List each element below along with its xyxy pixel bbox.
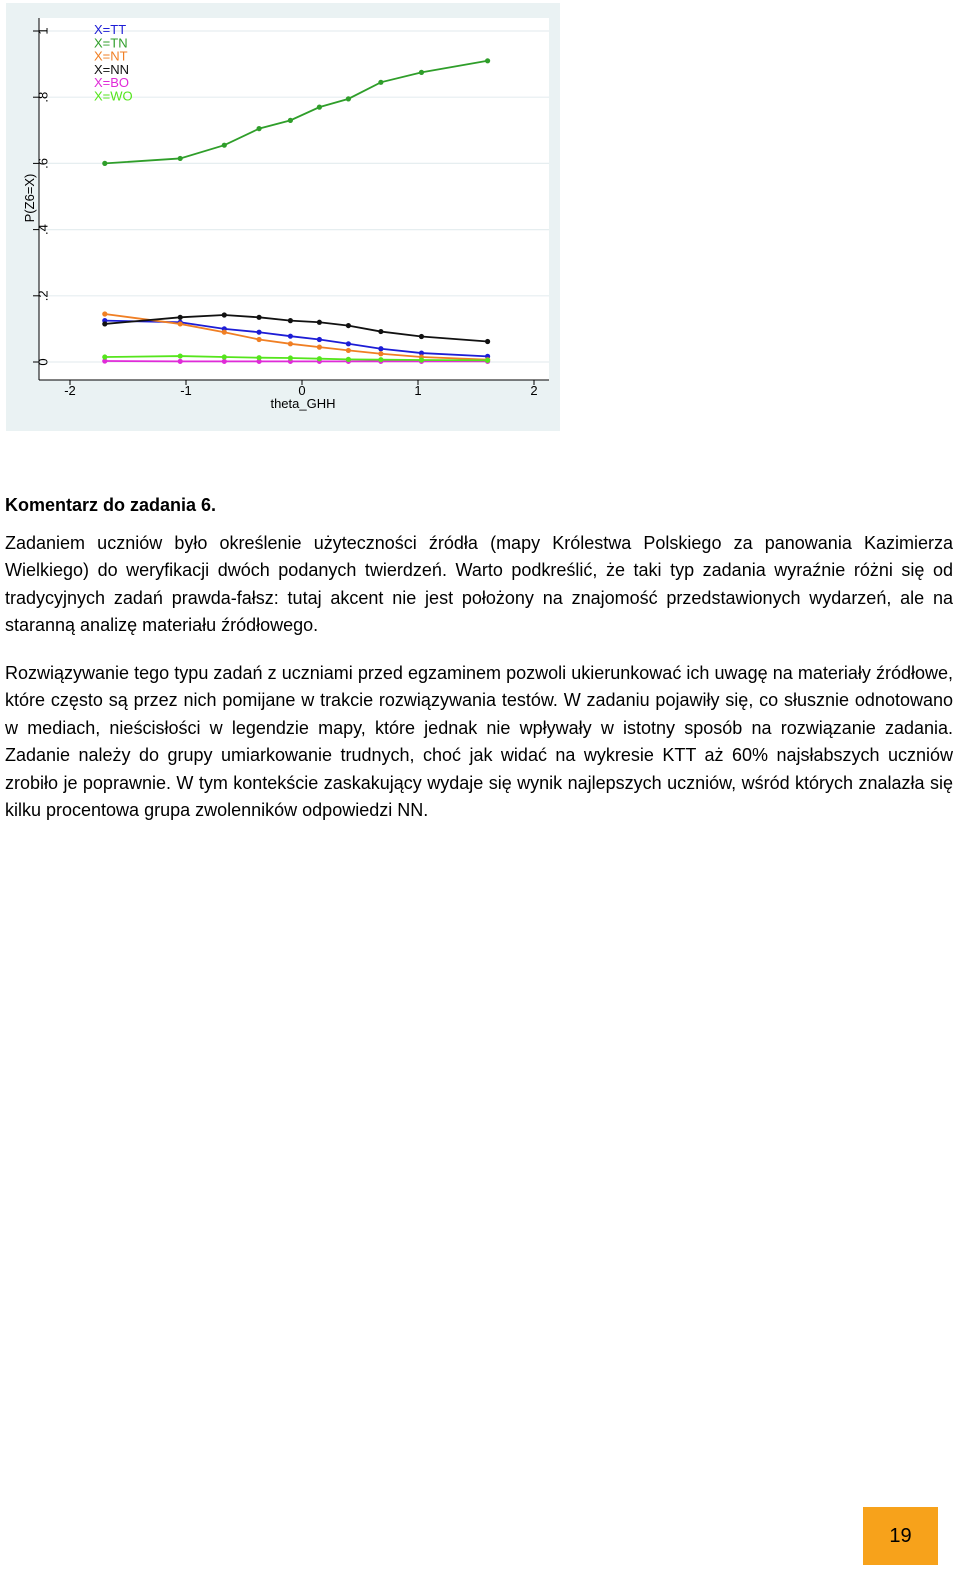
data-point: [178, 353, 183, 358]
legend-entry: X=WO: [94, 88, 133, 104]
data-point: [378, 357, 383, 362]
data-point: [378, 351, 383, 356]
data-point: [419, 334, 424, 339]
commentary-paragraph-1: Zadaniem uczniów było określenie użyteczności źródła (mapy Królestwa Polskiego za panowania Kazimierza Wielkiego) do weryfikacji dwóch podanych twierdzeń. Warto podkreślić, że taki typ zadania wyraźnie różni się od tradycyjnych zadań prawda-fałsz: tutaj akcent nie jest położony na znajomość przedstawionych wydarzeń, ale na staranną analizę materiału źródłowego.: [5, 532, 953, 635]
y-axis-title: P(Z6=X): [22, 173, 37, 223]
page-number: [863, 1507, 938, 1565]
data-point: [256, 355, 261, 360]
data-point: [256, 126, 261, 131]
commentary-title: Komentarz do zadania 6.: [5, 495, 217, 515]
data-point: [288, 118, 293, 123]
y-tick-label: .2: [35, 290, 51, 302]
chart-figure: [6, 3, 560, 431]
data-point: [256, 337, 261, 342]
data-point: [102, 354, 107, 359]
data-point: [485, 339, 490, 344]
x-tick-label: -1: [180, 383, 192, 398]
data-point: [256, 315, 261, 320]
y-tick-label: .4: [35, 224, 51, 236]
data-point: [178, 321, 183, 326]
data-point: [317, 105, 322, 110]
data-point: [178, 315, 183, 320]
data-point: [288, 341, 293, 346]
data-point: [102, 161, 107, 166]
data-point: [102, 321, 107, 326]
line-chart: [6, 3, 560, 431]
legend-entry: X=TT: [94, 22, 127, 37]
data-point: [256, 330, 261, 335]
data-point: [485, 358, 490, 363]
data-point: [346, 323, 351, 328]
data-point: [288, 334, 293, 339]
commentary-section: [5, 492, 953, 845]
data-point: [378, 80, 383, 85]
data-point: [346, 96, 351, 101]
data-point: [317, 345, 322, 350]
x-tick-label: -2: [64, 383, 76, 398]
data-point: [222, 143, 227, 148]
legend-entry: X=TN: [94, 35, 128, 51]
data-point: [419, 70, 424, 75]
data-point: [317, 337, 322, 342]
data-point: [346, 348, 351, 353]
data-point: [288, 318, 293, 323]
y-tick-label: 1: [35, 27, 51, 35]
data-point: [317, 320, 322, 325]
data-point: [178, 359, 183, 364]
x-tick-label: 2: [530, 383, 538, 398]
data-point: [346, 357, 351, 362]
x-axis-title: theta_GHH: [270, 396, 336, 411]
y-tick-label: .6: [35, 157, 51, 169]
y-tick-label: .8: [35, 91, 51, 103]
data-point: [222, 354, 227, 359]
data-point: [178, 156, 183, 161]
legend-entry: X=BO: [94, 75, 130, 91]
data-point: [485, 58, 490, 63]
data-point: [222, 312, 227, 317]
x-tick-label: 0: [298, 383, 306, 398]
data-point: [378, 346, 383, 351]
y-tick-label: 0: [35, 358, 51, 366]
data-point: [222, 330, 227, 335]
legend-entry: X=NN: [94, 61, 130, 77]
data-point: [419, 357, 424, 362]
page-number-label: 19: [889, 1524, 912, 1547]
x-tick-label: 1: [414, 383, 422, 398]
data-point: [378, 329, 383, 334]
data-point: [288, 355, 293, 360]
legend-entry: X=NT: [94, 48, 128, 64]
commentary-paragraph-2: Rozwiązywanie tego typu zadań z uczniami przed egzaminem pozwoli ukierunkować ich uwagę na materiały źródłowe, które często są przez nich pomijane w trakcie rozwiązywania testów. W zadaniu pojawiły się, co słusznie odnotowano w mediach, nieścisłości w legendzie mapy, które jednak nie wpływały w istotny sposób na rozwiązanie zadania. Zadanie należy do grupy umiarkowanie trudnych, choć jak widać na wykresie KTT aż 60% najsłabszych uczniów zrobiło je poprawnie. W tym kontekście zaskakujący wydaje się wynik najlepszych uczniów, wśród których znalazła się kilku procentowa grupa zwolenników odpowiedzi NN.: [5, 662, 953, 820]
data-point: [317, 356, 322, 361]
data-point: [346, 341, 351, 346]
data-point: [102, 311, 107, 316]
